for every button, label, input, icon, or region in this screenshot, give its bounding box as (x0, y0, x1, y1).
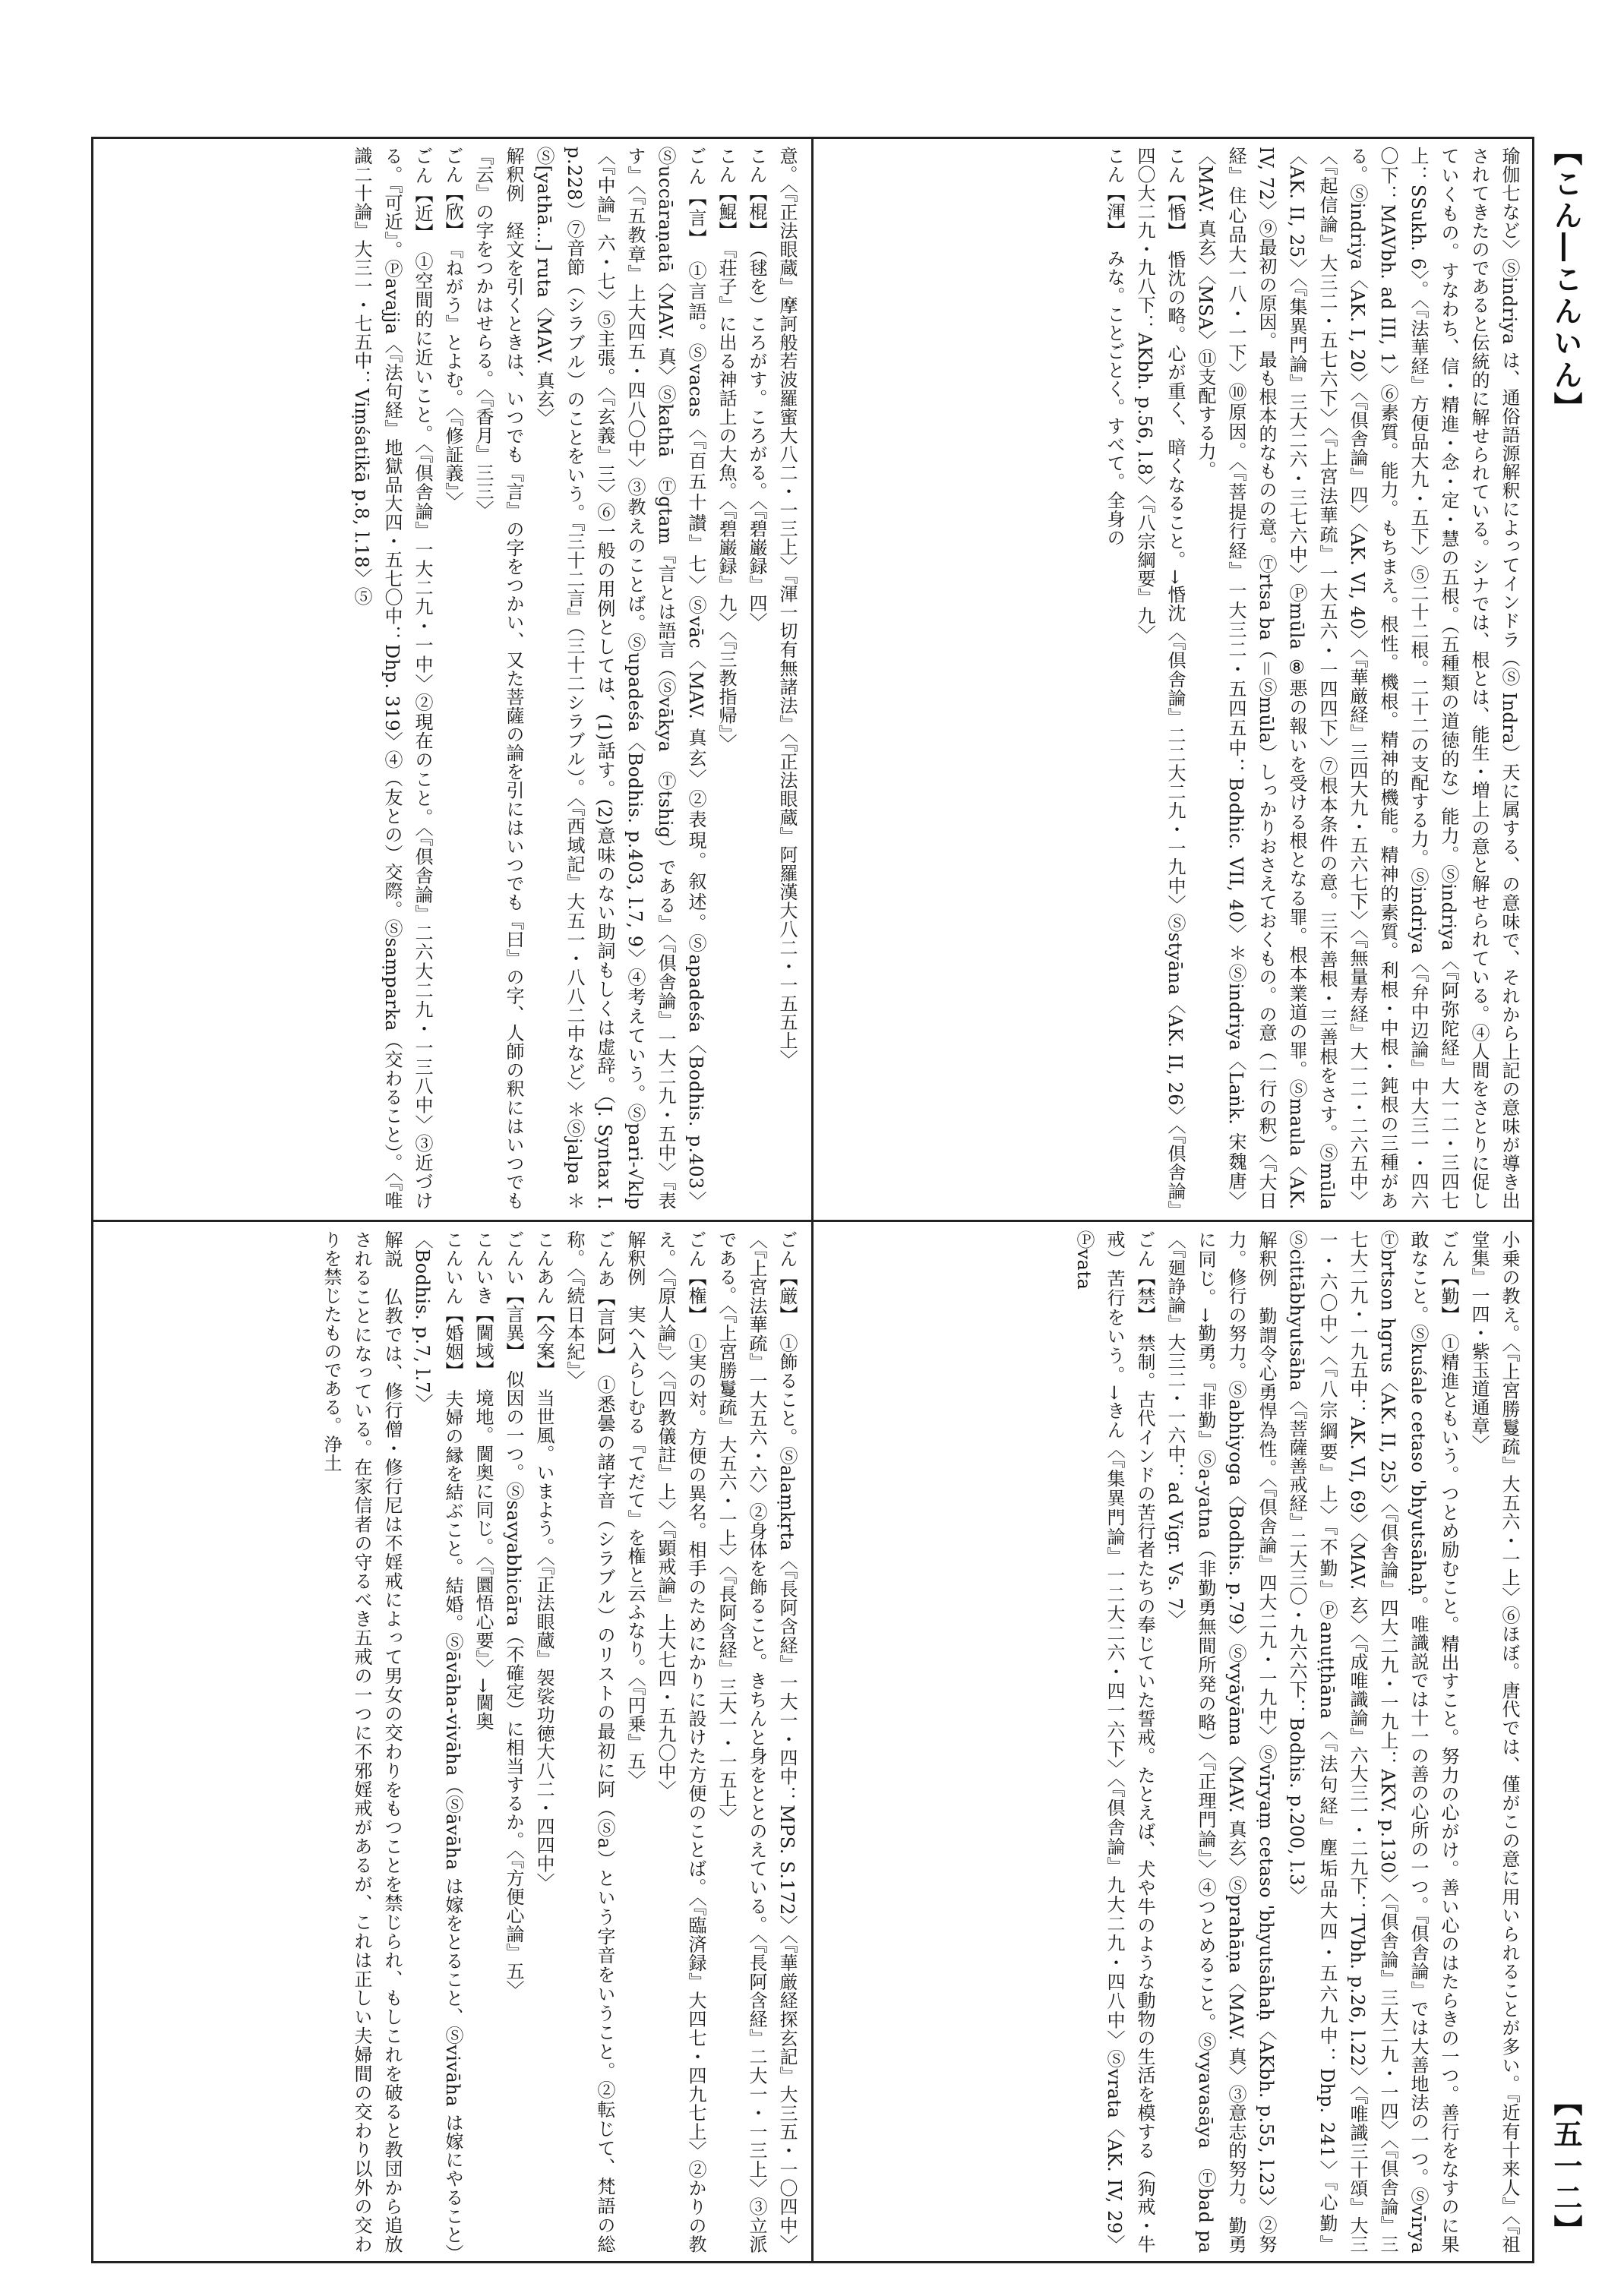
panel-text (101, 1230, 802, 2253)
entry: 意。〈『正法眼蔵』摩訶般若波羅蜜大八二・一三上〉『渾一切有無諸法』〈『正法眼蔵』阿羅漢大八二・一五五上〉 (776, 147, 798, 1069)
panel-top-right (814, 139, 1532, 1217)
panel-top-left (93, 139, 810, 1217)
entry: こんいき【閫域】 境地。閫奥に同じ。〈『圜悟心要』〉→閫奥 (472, 1230, 494, 1731)
entry: 小乗の教え。〈『上宮勝鬘疏』大五六・一上〉⑥ほぼ。唐代では、僅がこの意に用いられることが多い。『近有十来人』〈『祖堂集』一四・紫玉道通章〉 (1468, 1230, 1520, 2253)
entry: こんあん【今案】 当世風。いまよう。〈『正法眼蔵』袈裟功徳大八二・四四中〉 (533, 1230, 554, 1892)
entry: 解釈例 実へ入らしむる『てだて』を権と云ふなり。〈『円乗』五〉 (624, 1230, 646, 1789)
entry: ごん【言】 ①言語。Ⓢvacas〈『百五十讃』七〉Ⓢvāc〈MAV. 真玄〉②表現。叙述。Ⓢapadeśa〈Bodhis. p.403〉Ⓢuccāraṇatā〈MAV. 真〉Ⓢkathā Ⓣgtam『言とは語言（Ⓢvākya Ⓣtshig）である』〈『倶舎論』一大二九・五中〉『表す』〈『五教章』上大四五・四八〇中〉③教えのことば。Ⓢupadeśa〈Bodhis. p.403, l.7, 9〉④考えていう。Ⓢpari-√klp〈『中論』六・七〉⑤主張。〈『玄義』三〉⑥一般の用例としては、(1)話す。(2)意味のない助詞もしくは虚辞。（J. Syntax I. p.228）⑦音節（シラブル）のことをいう。『三十二言』（三十二シラブル）。〈『西域記』大五一・八八二中など〉＊Ⓢjalpa ＊Ⓢ[yathā...] ruta〈MAV. 真玄〉 (533, 147, 706, 1210)
page-number: 【五一二】 (1549, 2087, 1582, 2247)
entry: ごんい【言異】 似因の一つ。Ⓢsavyabhicāra（不確定）に相当するか。〈『方便心論』五〉 (503, 1230, 524, 2000)
running-head: 【こん―こんいん】 (1549, 137, 1582, 424)
panel-bottom-right (814, 1223, 1532, 2272)
entry: 解説 仏教では、修行僧・修行尼は不婬戒によって男女の交わりをもつことを禁じられ、もしこれを破ると教団から追放されることになっている。在家信者の守るべき五戒の一つに不邪婬戒があるが、これは正しい夫婦間の交わり以外の交わりを禁じたものである。浄土 (321, 1230, 403, 2254)
entry: ごん【禁】 禁制。古代インドの苦行者たちの奉じていた誓戒。たとえば、犬や牛のような動物の生活を模する（狗戒・牛戒）苦行をいう。→きん〈『集異門論』一二大二六・四一六下〉〈『倶舎論』九大二九・四八中〉Ⓢvrata〈AK. IV, 29〉Ⓟvata (1073, 1230, 1155, 2253)
bottom-column-divider (811, 1220, 814, 2263)
entry: ごん【近】 ①空間的に近いこと。〈『倶舎論』一大二九・一中〉②現在のこと。〈『倶舎論』二六大二九・一三八中〉③近づける。『可近』。Ⓟavajja〈『法句経』地獄品大四・五七〇中：Dhp. 319〉④（友との）交際。Ⓢsaṃparka（交わること）。〈『唯識二十論』大三一・七五中：Viṃśatikā p.8, l.18〉⑤ (351, 147, 433, 1210)
entry: ごん【権】 ①実の対。方便の異名。相手のためにかりに設けた方便のことば。〈『臨済録』大四七・四九七上〉②かりの教え。〈『原人論』〉〈『四教儀註』上〉〈『顕戒論』上大七四・五九〇中〉 (655, 1230, 706, 2253)
panel-bottom-left (93, 1223, 810, 2261)
entry: 解釈例 経文を引くときは、いつでも『言』の字をつかい、又た菩薩の論を引にはいつでも『曰』の字、人師の釈にはいつでも『云』の字をつかはせらる。〈『香月』三三〉 (472, 147, 524, 1210)
entry: ごんあ【言阿】 ①悉曇の諸字音（シラブル）のリストの最初に阿（Ⓢa）という字音をいうこと。②転じて、梵語の総称。〈『続日本紀』〉 (564, 1230, 615, 2253)
entry: こん【棍】 （毬を）ころがす。ころがる。〈『碧巌録』四〉 (746, 147, 767, 631)
entry: こん【惛】 惛沈の略。心が重く、暗くなること。→惛沈〈『倶舎論』二二大二九・一九中〉Ⓢstyāna〈AK. II, 26〉〈『倶舎論』四〇大二九・九八下：AKbh. p.56, l.8〉〈『八宗綱要』九〉 (1134, 147, 1186, 1210)
entry: ごん【厳】 ①飾ること。Ⓢalaṃkṛta〈『長阿含経』一大一・四中：MPS. S.172〉〈『華厳経探玄記』大三五・一〇四中〉〈『上宮法華疏』一大五六・六〉②身体を飾ること。きちんと身をととのえている。〈『長阿含経』二大一・一三上〉③立派である。〈『上宮勝鬘疏』大五六・一上〉〈『長阿含経』三大一・一五上〉 (716, 1230, 798, 2253)
entry: こんいん【婚姻】 夫婦の縁を結ぶこと。結婚。Ⓢāvāha-vivāha（Ⓢāvāha は嫁をとること、Ⓢvivāha は嫁にやること）〈Bodhis. p.7, l.7〉 (412, 1230, 463, 2254)
top-column-divider (811, 137, 814, 1220)
dictionary-page (91, 137, 1534, 2272)
entry: ごん【欣】 『ねがう』とよむ。〈『修証義』〉 (442, 147, 463, 510)
panel-text (822, 1230, 1524, 2272)
entry: 瑜伽七など〉Ⓢindriya は、通俗語源解釈によってインドラ（Ⓢ Indra）天に属する、の意味で、それから上記の意味が導き出されてきたのであると伝統的に解せられている。シナでは、根とは、能生・増上の意と解せられている。④人間をさとりに促していくもの。すなわち、信・精進・念・定・慧の五根。（五種類の道徳的な）能力。Ⓢindriya〈『阿弥陀経』大一二・三四七上：SSukh. 6〉。〈『法華経』方便品大九・五下〉⑤二十二根。二十二の支配する力。Ⓢindriya〈『弁中辺論』中大三一・四六〇下：MAVbh. ad III, 1〉⑥素質。能力。もちまえ。根性。機根。精神的機能。精神的素質。利根・中根・鈍根の三種がある。Ⓢindriya〈AK. I, 20〉〈『倶舎論』四〉〈AK. VI, 40〉〈『華厳経』三四大九・五六七下〉〈『無量寿経』大一二・二六五中〉〈『起信論』大三二・五七六下〉〈『上宮法華疏』一大五六・一四四下〉⑦根本条件の意。三不善根・三善根をさす。Ⓢmūla〈AK. II, 25〉〈『集異門論』三大二六・三七六中〉Ⓟmūla ⑧悪の報いを受ける根となる罪。根本業道の罪。Ⓢmaula〈AK. IV, 72〉⑨最初の原因。最も根本的なものの意。Ⓣrtsa ba（＝Ⓢmūla）しっかりおさえておくもの。の意（一行の釈）〈『大日経』住心品大一八・一下〉⑩原因。〈『菩提行経』一大三二・五四五中：Bodhic. VII, 40〉＊Ⓢindriya〈Laṅk. 宋魏唐〉〈MAV. 真玄〉〈MSA〉⑪支配する力。 (1195, 147, 1520, 1210)
panel-text (822, 147, 1524, 1210)
panel-text (101, 147, 802, 1210)
entry: こん【渾】 みな。ことごとく。すべて。全身の (1104, 147, 1125, 547)
entry: ごん【勤】 ①精進ともいう。つとめ励むこと。精出すこと。努力の心がけ。善い心のはたらきの一つ。善行をなすのに果敢なこと。Ⓢkuśale cetaso 'bhyutsāhaḥ。唯識説では十一の善の心所の一つ。『倶舎論』では大善地法の一つ。Ⓢvīrya Ⓣbrtson hgrus〈AK. II, 25〉〈『倶舎論』四大二九・一九上：AKV. p.130〉〈『倶舎論』三大二九・一四〉〈『倶舎論』三七大二九・一九五中：AK. VI, 69〉〈MAV. 玄〉〈『成唯識論』六大三一・二九下：TVbh. p.26, l.22〉〈『唯識三十頌』大三一・六〇中〉〈『八宗綱要』上〉『不勤』Ⓟanuṭṭhāna〈『法句経』塵垢品大四・五六九中：Dhp. 241〉『心勤』Ⓢcittābhyutsāha〈『菩薩善戒経』二大三〇・九六六下：Bodhis. p.200, l.3〉 (1286, 1230, 1459, 2272)
entry: こん【鯤】 『荘子』に出る神話上の大魚。〈『碧巌録』九〉〈『三教指帰』〉 (716, 147, 737, 753)
entry: 解釈例 勤謂令心勇悍為性。〈『倶舎論』四大二九・一九中〉Ⓢvīryaṃ cetaso 'bhyutsāhaḥ〈AKbh. p.55, l.23〉②努力。修行の努力。Ⓢabhiyoga〈Bodhis. p.79〉Ⓢvyāyāma〈MAV. 真玄〉Ⓢprahāṇa〈MAV. 真〉③意志的努力。勤勇に同じ。→勤勇。『非勤』Ⓢa-yatna（非勤勇無間所発の略）〈『正理門論』〉④つとめること。Ⓢvyavasāya Ⓣbad pa〈『廻諍論』大三二・一六中：ad Vigr. Vs. 7〉 (1164, 1230, 1277, 2253)
